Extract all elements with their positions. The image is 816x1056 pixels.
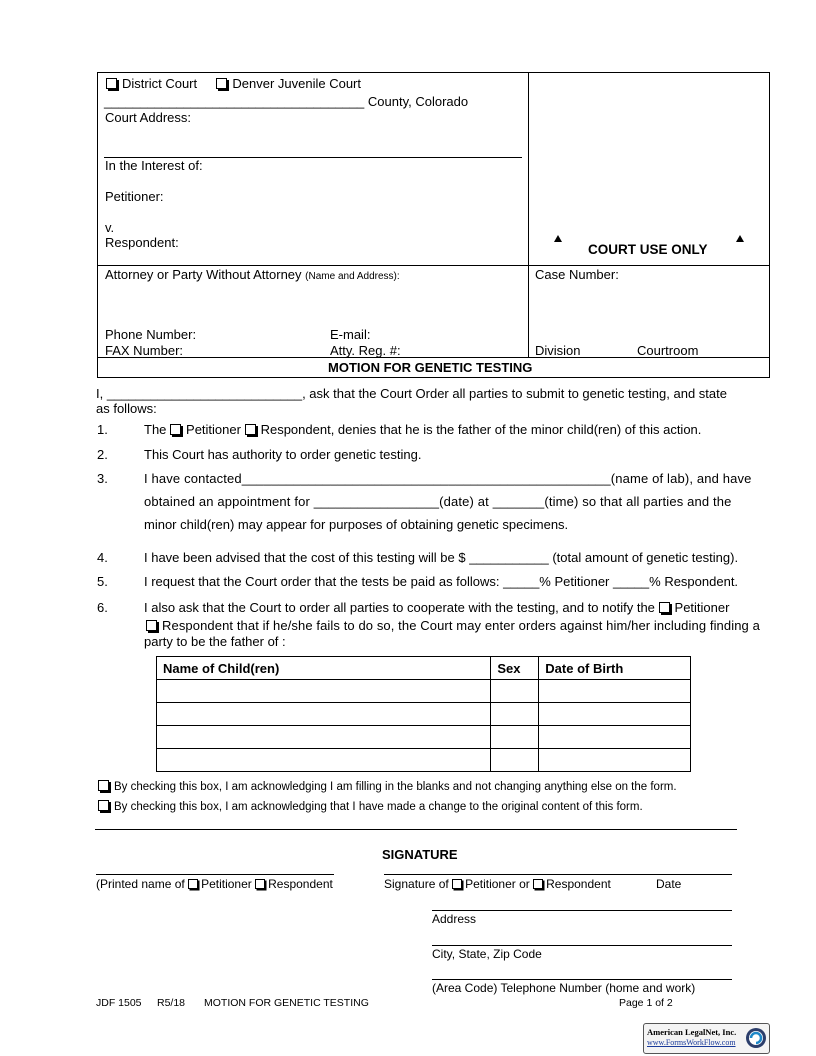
item-1-petitioner-label: Petitioner bbox=[186, 422, 241, 437]
signature-heading: SIGNATURE bbox=[382, 847, 458, 862]
table-row bbox=[157, 680, 691, 703]
child-dob-cell[interactable] bbox=[539, 680, 691, 703]
item-1-the: The bbox=[144, 422, 167, 437]
fax-number-label: FAX Number: bbox=[105, 343, 184, 358]
table-row bbox=[157, 703, 691, 726]
item-3-line-3: minor child(ren) may appear for purposes of obtaining genetic specimens. bbox=[144, 517, 569, 532]
printed-respondent-label: Respondent bbox=[268, 877, 333, 891]
county-blank[interactable]: ____________________________________ bbox=[104, 94, 365, 109]
acknowledge-no-change-text: By checking this box, I am acknowledging I am filling in the blanks and not changing anything else on the form. bbox=[114, 781, 677, 793]
table-row bbox=[157, 726, 691, 749]
telephone-line[interactable] bbox=[432, 979, 732, 980]
children-table bbox=[156, 656, 691, 772]
intro-line-1 bbox=[96, 386, 727, 401]
brand-logo-icon bbox=[745, 1027, 767, 1049]
address-label: Address bbox=[432, 912, 477, 926]
item-1-respondent-text: Respondent, denies that he is the father of the minor child(ren) of this action. bbox=[260, 422, 702, 437]
caption-box bbox=[97, 72, 770, 378]
item-6-petitioner-checkbox[interactable] bbox=[659, 602, 670, 613]
courtroom-label: Courtroom bbox=[637, 343, 699, 358]
item-number-4: 4. bbox=[97, 550, 108, 565]
intro-line-2: as follows: bbox=[96, 401, 157, 416]
city-state-zip-line[interactable] bbox=[432, 945, 732, 946]
petitioner-label: Petitioner: bbox=[105, 189, 164, 204]
item-4: I have been advised that the cost of this testing will be $ ___________ (total amount of genetic testing). bbox=[144, 550, 739, 565]
attorney-sub-label: (Name and Address): bbox=[305, 271, 400, 282]
item-6-petitioner-label: Petitioner bbox=[674, 600, 730, 615]
footer-title: MOTION FOR GENETIC TESTING bbox=[204, 997, 369, 1009]
respondent-label: Respondent: bbox=[105, 235, 179, 250]
court-address-label: Court Address: bbox=[105, 110, 191, 125]
item-1-respondent-checkbox[interactable] bbox=[245, 424, 256, 435]
item-6-line-2 bbox=[146, 618, 760, 633]
name-blank[interactable]: ___________________________ bbox=[106, 386, 303, 401]
phone-number-label: Phone Number: bbox=[105, 327, 197, 342]
child-name-cell[interactable] bbox=[157, 749, 491, 772]
column-header-sex: Sex bbox=[491, 657, 539, 680]
address-line[interactable] bbox=[432, 910, 732, 911]
item-6-line-1 bbox=[144, 600, 729, 615]
intro-text: , ask that the Court Order all parties to submit to genetic testing, and state bbox=[302, 386, 727, 401]
district-court-label: District Court bbox=[122, 76, 198, 91]
email-label: E-mail: bbox=[330, 327, 371, 342]
item-number-3: 3. bbox=[97, 471, 108, 486]
intro-i: I, bbox=[96, 386, 104, 401]
printed-name-prefix: (Printed name of bbox=[96, 877, 185, 891]
item-6-line-3: party to be the father of : bbox=[144, 634, 286, 649]
denver-juvenile-court-checkbox[interactable] bbox=[216, 78, 227, 89]
item-2: This Court has authority to order genetic testing. bbox=[144, 447, 422, 462]
county-line bbox=[104, 94, 468, 109]
item-6-respondent-text: Respondent that if he/she fails to do so, the Court may enter orders against him/her including finding a bbox=[162, 618, 760, 633]
child-name-cell[interactable] bbox=[157, 680, 491, 703]
item-number-6: 6. bbox=[97, 600, 108, 615]
printed-petitioner-label: Petitioner bbox=[201, 877, 252, 891]
signature-caption bbox=[384, 877, 611, 891]
item-number-1: 1. bbox=[97, 422, 108, 437]
item-1-petitioner-checkbox[interactable] bbox=[170, 424, 181, 435]
printed-petitioner-checkbox[interactable] bbox=[188, 879, 198, 889]
arrow-up-icon bbox=[554, 231, 562, 245]
child-dob-cell[interactable] bbox=[539, 726, 691, 749]
interest-label: In the Interest of: bbox=[105, 158, 203, 173]
child-sex-cell[interactable] bbox=[491, 726, 539, 749]
county-label: County, Colorado bbox=[367, 94, 469, 109]
item-number-5: 5. bbox=[97, 574, 108, 589]
child-sex-cell[interactable] bbox=[491, 703, 539, 726]
table-row bbox=[157, 749, 691, 772]
item-1 bbox=[144, 422, 701, 437]
signature-respondent-checkbox[interactable] bbox=[533, 879, 543, 889]
footer-form-number: JDF 1505 bbox=[96, 997, 142, 1009]
atty-reg-label: Atty. Reg. #: bbox=[330, 343, 401, 358]
child-dob-cell[interactable] bbox=[539, 749, 691, 772]
printed-respondent-checkbox[interactable] bbox=[255, 879, 265, 889]
item-number-2: 2. bbox=[97, 447, 108, 462]
printed-name-caption bbox=[96, 877, 333, 891]
signature-prefix: Signature of bbox=[384, 877, 449, 891]
item-6-text: I also ask that the Court to order all parties to cooperate with the testing, and to notify the bbox=[144, 600, 655, 615]
denver-juvenile-court-label: Denver Juvenile Court bbox=[232, 76, 361, 91]
acknowledge-change-text: By checking this box, I am acknowledging that I have made a change to the original content of this form. bbox=[114, 801, 643, 813]
district-court-checkbox[interactable] bbox=[106, 78, 117, 89]
child-sex-cell[interactable] bbox=[491, 749, 539, 772]
date-label: Date bbox=[656, 877, 682, 891]
child-dob-cell[interactable] bbox=[539, 703, 691, 726]
case-number-label: Case Number: bbox=[535, 267, 619, 282]
footer-revision: R5/18 bbox=[157, 997, 186, 1009]
printed-name-line[interactable] bbox=[96, 874, 334, 875]
telephone-label: (Area Code) Telephone Number (home and work) bbox=[432, 981, 696, 995]
item-5: I request that the Court order that the tests be paid as follows: _____% Petitioner _____% Respondent. bbox=[144, 574, 739, 589]
arrow-up-icon bbox=[736, 231, 744, 245]
column-header-dob: Date of Birth bbox=[539, 657, 691, 680]
city-state-zip-label: City, State, Zip Code bbox=[432, 947, 542, 961]
child-name-cell[interactable] bbox=[157, 726, 491, 749]
signature-line[interactable] bbox=[384, 874, 732, 875]
court-use-only: COURT USE ONLY bbox=[588, 242, 708, 257]
acknowledge-no-change bbox=[98, 780, 677, 793]
brand-badge[interactable] bbox=[643, 1023, 770, 1054]
acknowledge-change-checkbox[interactable] bbox=[98, 800, 109, 811]
signature-petitioner-checkbox[interactable] bbox=[452, 879, 462, 889]
child-name-cell[interactable] bbox=[157, 703, 491, 726]
court-selection bbox=[106, 76, 361, 91]
caption-divider-horizontal bbox=[97, 265, 769, 266]
child-sex-cell[interactable] bbox=[491, 680, 539, 703]
v-label: v. bbox=[105, 220, 115, 235]
acknowledge-change bbox=[98, 800, 643, 813]
item-6-respondent-checkbox[interactable] bbox=[146, 620, 157, 631]
item-3-line-1: I have contacted__________________________________________________(name of lab), and have bbox=[144, 471, 752, 486]
acknowledge-no-change-checkbox[interactable] bbox=[98, 780, 109, 791]
signature-petitioner-label: Petitioner or bbox=[465, 877, 530, 891]
attorney-label-line bbox=[105, 267, 400, 282]
brand-url: www.FormsWorkFlow.com bbox=[647, 1038, 736, 1047]
attorney-label: Attorney or Party Without Attorney bbox=[105, 267, 302, 282]
caption-divider-vertical bbox=[528, 72, 529, 358]
signature-respondent-label: Respondent bbox=[546, 877, 611, 891]
column-header-name: Name of Child(ren) bbox=[157, 657, 491, 680]
brand-name: American LegalNet, Inc. bbox=[647, 1027, 737, 1037]
form-title: MOTION FOR GENETIC TESTING bbox=[328, 360, 533, 375]
division-label: Division bbox=[535, 343, 581, 358]
separator-line bbox=[95, 829, 737, 830]
table-header-row bbox=[157, 657, 691, 680]
item-3-line-2: obtained an appointment for _________________(date) at _______(time) so that all parties and the bbox=[144, 494, 732, 509]
footer-page-number: Page 1 of 2 bbox=[619, 997, 673, 1009]
